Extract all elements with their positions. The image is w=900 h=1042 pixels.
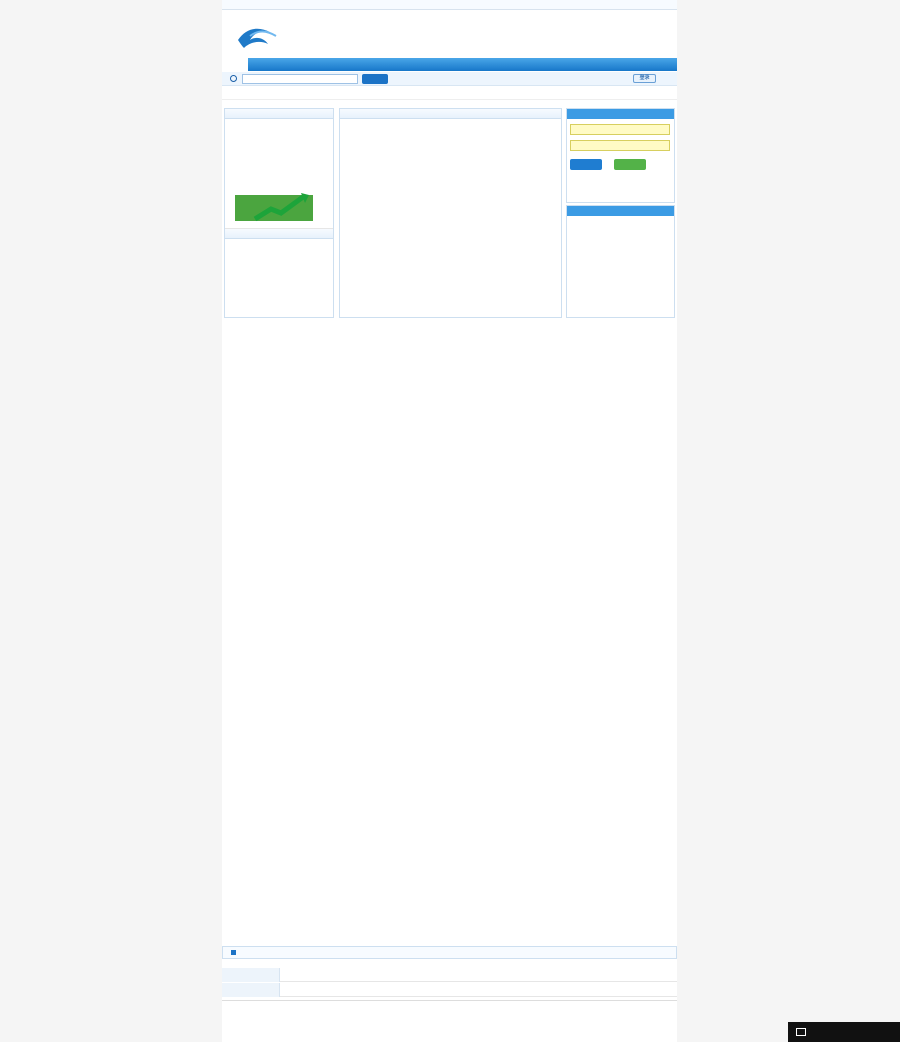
feature-title — [225, 109, 333, 119]
search-button[interactable] — [362, 74, 388, 84]
initial-search-label — [222, 983, 280, 997]
login-button[interactable] — [570, 159, 602, 170]
breadcrumb — [222, 90, 677, 100]
trend-arrow-icon — [251, 191, 311, 225]
top-bar — [222, 0, 677, 10]
nav-home[interactable] — [222, 58, 248, 71]
feature-panel — [224, 108, 334, 318]
page-container — [222, 0, 677, 1042]
letter-search-row — [222, 968, 677, 982]
search-bar — [222, 72, 677, 86]
mini-login-button[interactable]: 登录 — [633, 74, 656, 83]
site-logo[interactable] — [234, 18, 374, 56]
username-input[interactable] — [570, 124, 670, 135]
register-button[interactable] — [614, 159, 646, 170]
letter-search-label — [222, 968, 280, 982]
search-icon — [230, 75, 237, 82]
ad-banner[interactable] — [225, 119, 333, 229]
notice-icon — [231, 950, 236, 955]
screen-info-box — [788, 1022, 900, 1042]
login-panel — [566, 108, 675, 203]
initial-search-row — [222, 983, 677, 997]
main-nav — [222, 58, 677, 71]
footer — [222, 1000, 677, 1034]
new-members-title — [567, 206, 674, 216]
latest-panel — [339, 108, 562, 318]
wave-icon — [234, 18, 282, 52]
password-input[interactable] — [570, 140, 670, 151]
notice-bar — [222, 946, 677, 959]
search-input[interactable] — [242, 74, 358, 84]
new-members-panel — [566, 205, 675, 318]
login-title — [567, 109, 674, 119]
stats-title — [225, 229, 333, 239]
